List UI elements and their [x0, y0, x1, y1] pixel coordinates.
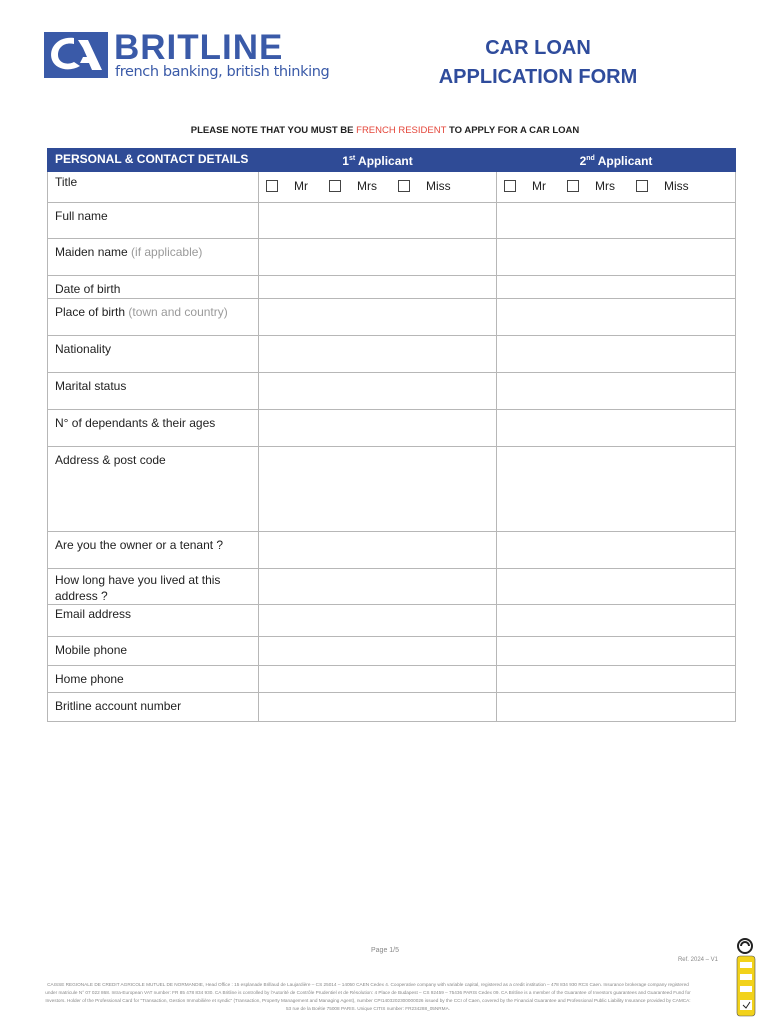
applicant2-miss-label: Miss	[664, 179, 689, 193]
label-maiden-name: Maiden name (if applicable)	[48, 239, 259, 276]
applicant1-title-field	[259, 172, 497, 203]
table-row-home-phone	[48, 666, 736, 693]
label-nationality: Nationality	[48, 336, 259, 373]
applicant1-mobile-field[interactable]	[259, 637, 497, 666]
applicant1-how-long-field[interactable]	[259, 569, 497, 605]
applicant2-dependants-field[interactable]	[497, 410, 736, 447]
applicant2-address-field[interactable]	[497, 447, 736, 532]
table-row-dependants	[48, 410, 736, 447]
britline-logo-mark-icon	[44, 32, 108, 78]
applicant1-address-field[interactable]	[259, 447, 497, 532]
table-row-maiden-name	[48, 239, 736, 276]
resident-notice	[0, 125, 770, 136]
table-row-title	[48, 172, 736, 203]
table-row-how-long	[48, 569, 736, 605]
applicant2-how-long-field[interactable]	[497, 569, 736, 605]
label-how-long: How long have you lived at this address ?	[48, 569, 259, 605]
applicant2-full-name-field[interactable]	[497, 203, 736, 239]
britline-logo	[44, 28, 330, 84]
applicant2-title-field	[497, 172, 736, 203]
notice-suffix: TO APPLY FOR A CAR LOAN	[446, 125, 580, 136]
applicant1-dependants-field[interactable]	[259, 410, 497, 447]
applicant2-mr-label: Mr	[532, 179, 546, 193]
applicant2-email-field[interactable]	[497, 605, 736, 637]
table-row-address	[48, 447, 736, 532]
header-applicant-2: 2nd Applicant	[497, 149, 736, 172]
applicant2-mr-checkbox[interactable]	[504, 180, 516, 192]
table-row-full-name	[48, 203, 736, 239]
table-row-email	[48, 605, 736, 637]
applicant1-marital-field[interactable]	[259, 373, 497, 410]
applicant2-maiden-name-field[interactable]	[497, 239, 736, 276]
table-row-owner-tenant	[48, 532, 736, 569]
label-mobile: Mobile phone	[48, 637, 259, 666]
table-row-nationality	[48, 336, 736, 373]
pob-hint: (town and country)	[128, 305, 228, 319]
page-number: Page 1/5	[370, 947, 400, 954]
applicant1-mr-label: Mr	[294, 179, 308, 193]
applicant1-mrs-checkbox[interactable]	[329, 180, 341, 192]
label-dependants: N° of dependants & their ages	[48, 410, 259, 447]
legal-footer: CAISSE REGIONALE DE CREDIT AGRICOLE MUTUEL DE NORMANDIE, Head Office : 15 esplanade Brillaud de Laujardière – CS 25014 – 14050 CAEN Cedex 4. Cooperative company with variable capital, registered as a credit institution – 478 834 930 RCS Caen. Insurance brokerage company registered under matricule N° 07 022 868. Intra-European VAT number: FR 85 478 834 930. CA Britline is controlled by l'Autorité de Contrôle Prudentiel et de Résolution: 4 Place de Budapest – CS 92459 – 75436 PARIS Cedex 09. CA Britline is a member of the Guarantee of Investors guarantees and Guaranteed Fund for Investors. Holder of the Professional Card for "Transaction, Gestion Immobilière et syndic" (Transaction, Property Management and Managing Agent), number CPI1403202300000026 issued by the CCI of Caen, covered by the Financial Guarantee and Professional Public Liability Insurance provided by CAMCA: 53 rue de la Boétie 75008 PARIS. Unique CITIS number: FR234288_05NRMA.	[45, 982, 691, 1011]
applicant2-dob-field[interactable]	[497, 276, 736, 299]
label-owner-tenant: Are you the owner or a tenant ?	[48, 532, 259, 569]
brand-name: BRITLINE	[114, 28, 284, 67]
applicant1-miss-checkbox[interactable]	[398, 180, 410, 192]
reference: Ref. 2024 – V1	[677, 957, 718, 963]
applicant1-pob-field[interactable]	[259, 299, 497, 336]
notice-prefix: PLEASE NOTE THAT YOU MUST BE	[190, 125, 357, 136]
brand-tagline: french banking, british thinking	[115, 64, 330, 80]
applicant1-owner-tenant-field[interactable]	[259, 532, 497, 569]
maiden-name-hint: (if applicable)	[131, 245, 203, 259]
applicant2-home-phone-field[interactable]	[497, 666, 736, 693]
applicant1-mr-checkbox[interactable]	[266, 180, 278, 192]
label-full-name: Full name	[48, 203, 259, 239]
applicant1-mrs-label: Mrs	[357, 179, 377, 193]
label-email: Email address	[48, 605, 259, 637]
applicant1-full-name-field[interactable]	[259, 203, 497, 239]
applicant2-account-field[interactable]	[497, 693, 736, 722]
applicant2-nationality-field[interactable]	[497, 336, 736, 373]
applicant1-account-field[interactable]	[259, 693, 497, 722]
form-title-line1: CAR LOAN	[485, 37, 591, 59]
applicant2-mrs-label: Mrs	[595, 179, 615, 193]
table-row-marital	[48, 373, 736, 410]
applicant2-pob-field[interactable]	[497, 299, 736, 336]
applicant2-miss-checkbox[interactable]	[636, 180, 648, 192]
applicant1-dob-field[interactable]	[259, 276, 497, 299]
applicant1-email-field[interactable]	[259, 605, 497, 637]
table-row-mobile	[48, 637, 736, 666]
header-applicant-1: 1st Applicant	[259, 149, 497, 172]
applicant1-nationality-field[interactable]	[259, 336, 497, 373]
recycling-badge-icon	[735, 938, 757, 1018]
header-section: PERSONAL & CONTACT DETAILS	[48, 149, 259, 172]
applicant1-miss-label: Miss	[426, 179, 451, 193]
applicant2-mobile-field[interactable]	[497, 637, 736, 666]
table-row-dob	[48, 276, 736, 299]
label-title: Title	[48, 172, 259, 203]
form-title-line2: APPLICATION FORM	[438, 66, 638, 88]
table-row-account	[48, 693, 736, 722]
label-home-phone: Home phone	[48, 666, 259, 693]
applicant2-mrs-checkbox[interactable]	[567, 180, 579, 192]
applicant2-owner-tenant-field[interactable]	[497, 532, 736, 569]
table-header-row	[48, 149, 736, 172]
label-pob: Place of birth (town and country)	[48, 299, 259, 336]
applicant1-home-phone-field[interactable]	[259, 666, 497, 693]
table-row-pob	[48, 299, 736, 336]
applicant2-marital-field[interactable]	[497, 373, 736, 410]
label-account: Britline account number	[48, 693, 259, 722]
label-address: Address & post code	[48, 447, 259, 532]
form-title	[408, 34, 668, 92]
label-marital: Marital status	[48, 373, 259, 410]
notice-highlight: FRENCH RESIDENT	[356, 125, 447, 136]
label-dob: Date of birth	[48, 276, 259, 299]
application-table	[47, 148, 736, 722]
applicant1-maiden-name-field[interactable]	[259, 239, 497, 276]
